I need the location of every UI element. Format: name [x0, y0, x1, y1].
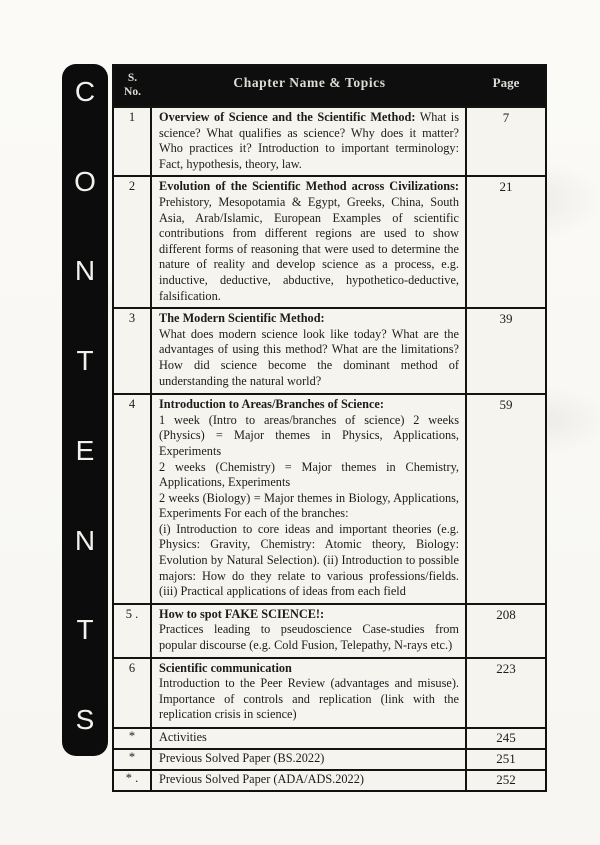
table-row — [114, 106, 545, 175]
contents-letter: O — [74, 165, 96, 197]
table-row — [114, 769, 545, 790]
chapter-title: Previous Solved Paper (BS.2022) — [159, 750, 325, 765]
row-page: 59 — [499, 397, 513, 413]
header-sno — [114, 66, 152, 106]
chapter-body: Practices leading to pseudoscience Case-studies from popular discourse (e.g. Cold Fusion, Telepathy, N-rays etc.) — [159, 622, 459, 653]
row-chapter — [152, 771, 467, 790]
chapter-body: Prehistory, Mesopotamia & Egypt, Greeks, China, South Asia, Arab/Islamic, European Examples of scientific contributions from different regions are used to show different forms of reasoning that were used to determine the nature of reality and develop science as a process, e.g. inductive, deductive, abductive, hypothetico-deductive, falsification. — [159, 194, 459, 303]
contents-letter: E — [75, 434, 95, 466]
header-chapter: Chapter Name & Topics — [152, 66, 467, 106]
chapter-title: Evolution of the Scientific Method across Civilizations: — [159, 179, 459, 194]
chapter-title: Previous Solved Paper (ADA/ADS.2022) — [159, 771, 364, 786]
row-sno: * — [114, 750, 152, 769]
row-page: 39 — [499, 311, 513, 327]
contents-letter: C — [74, 76, 96, 107]
contents-letter: T — [76, 345, 94, 377]
chapter-body: What is science? What qualifies as science? Why does it matter? Who practices it? Introduction to important terminology: Fact, hypothesis, theory, law. — [159, 110, 460, 171]
header-sno-line2: No. — [124, 86, 141, 98]
row-sno: 6 — [114, 659, 152, 727]
contents-letter: N — [74, 255, 96, 287]
row-chapter — [152, 750, 467, 769]
row-sno: * . — [114, 771, 152, 790]
row-chapter — [152, 605, 467, 657]
table-header-row — [114, 66, 545, 106]
chapter-body-line: 1 week (Intro to areas/branches of science) 2 weeks (Physics) = Major themes in Physics, Applications, Experiments — [159, 412, 459, 458]
row-page: 245 — [496, 729, 516, 745]
table-row — [114, 603, 545, 657]
row-chapter — [152, 659, 467, 727]
contents-letter: S — [75, 703, 95, 735]
row-sno: 5 . — [114, 605, 152, 657]
header-page: Page — [492, 75, 520, 90]
chapter-body-line: 2 weeks (Chemistry) = Major themes in Chemistry, Applications, Experiments — [159, 459, 459, 490]
table-row — [114, 657, 545, 727]
table-row — [114, 727, 545, 748]
row-chapter — [152, 395, 467, 603]
row-sno: 1 — [114, 108, 152, 175]
contents-table — [112, 64, 547, 792]
row-page: 7 — [502, 110, 510, 125]
table-row — [114, 175, 545, 307]
row-page: 252 — [496, 771, 516, 787]
table-row — [114, 307, 545, 393]
contents-letter: N — [74, 524, 96, 556]
row-chapter — [152, 177, 467, 307]
contents-vertical-banner — [62, 64, 108, 756]
table-row — [114, 748, 545, 769]
row-page: 21 — [499, 179, 513, 195]
chapter-title: Overview of Science and the Scientific Method: — [159, 110, 416, 124]
chapter-title: Scientific communication — [159, 660, 292, 675]
chapter-title: Introduction to Areas/Branches of Science: — [159, 397, 384, 412]
row-page: 208 — [496, 606, 516, 622]
row-sno: 3 — [114, 309, 152, 393]
contents-letter: T — [76, 614, 94, 646]
chapter-title: Activities — [159, 729, 207, 744]
row-chapter — [152, 309, 467, 393]
chapter-body-line: 2 weeks (Biology) = Major themes in Biology, Applications, Experiments For each of the branches: — [159, 490, 459, 521]
chapter-body-line: (i) Introduction to core ideas and important theories (e.g. Physics: Gravity, Chemistry: Atomic theory, Biology: Evolution by Natural Selection). (ii) Introduction to possible majors: How do they relate to various professions/fields. (iii) Practical applications of ideas from each field — [159, 521, 459, 599]
row-sno: * — [114, 729, 152, 748]
row-page: 251 — [496, 750, 516, 766]
row-sno: 2 — [114, 177, 152, 307]
chapter-title: How to spot FAKE SCIENCE!: — [159, 606, 325, 621]
row-chapter — [152, 729, 467, 748]
row-chapter — [152, 108, 467, 175]
chapter-title: The Modern Scientific Method: — [159, 311, 325, 326]
chapter-body: Introduction to the Peer Review (advantages and misuse). Importance of controls and replication (link with the replication crisis in science) — [159, 676, 459, 722]
table-row — [114, 393, 545, 603]
header-sno-line1: S. — [127, 72, 138, 84]
row-sno: 4 — [114, 395, 152, 603]
chapter-body: What does modern science look like today? What are the advantages of using this method? What are the limitations? How did science become the dominant method of understanding the natural world? — [159, 326, 459, 388]
row-page: 223 — [496, 660, 516, 676]
